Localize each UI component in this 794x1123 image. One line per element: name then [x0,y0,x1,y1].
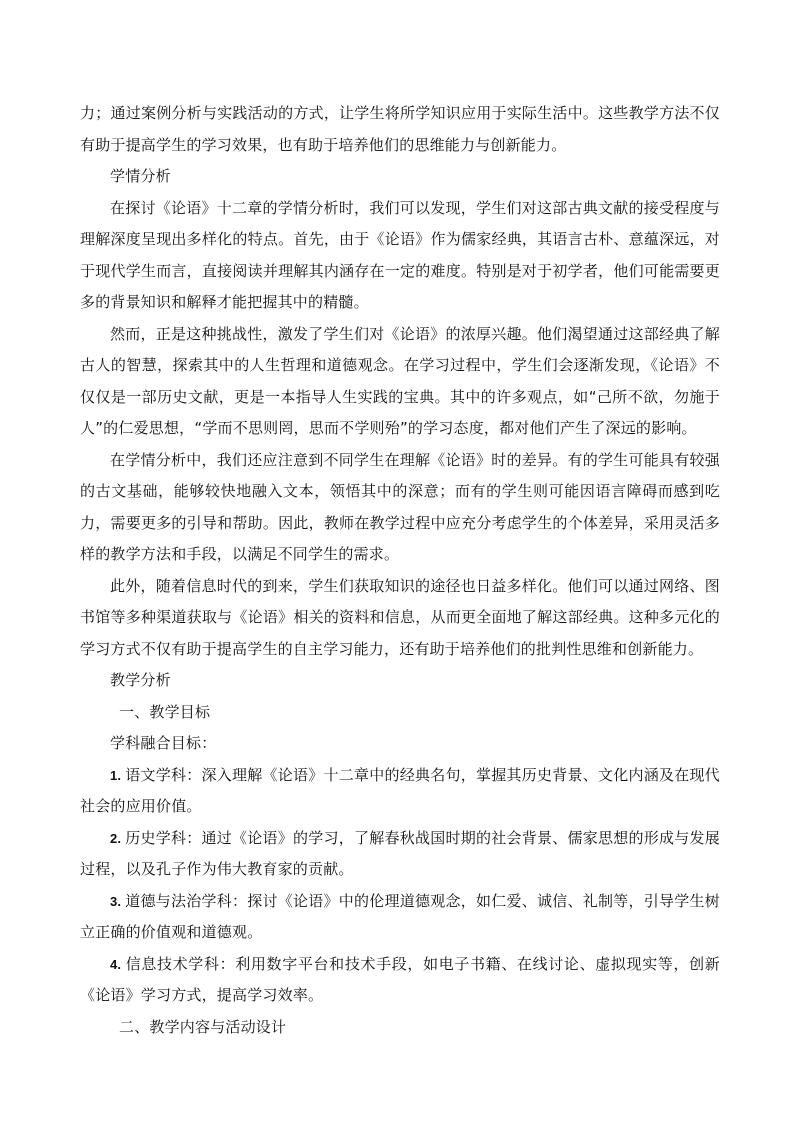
goal-item-number: 2. [110,830,122,846]
subheading-content-design: 二、教学内容与活动设计 [119,1017,287,1036]
subheading-teaching-goals: 一、教学目标 [119,702,211,721]
goal-item-3 [80,886,720,949]
student-analysis-paragraph-1: 在探讨《论语》十二章的学情分析时，我们可以发现，学生们对这部古典文献的接受程度与理解深度呈现出多样化的特点。首先，由于《论语》作为儒家经典，其语言古朴、意蕴深远，对于现代学生而言，直接阅读并理解其内涵存在一定的难度。特别是对于初学者，他们可能需要更多的背景知识和解释才能把握其中的精髓。 [80,198,720,311]
goal-item-text: 道德与法治学科：探讨《论语》中的伦理道德观念，如仁爱、诚信、礼制等，引导学生树立正确的价值观和道德观。 [80,891,720,941]
subheading-integration-goals: 学科融合目标： [110,734,217,752]
goal-item-text: 信息技术学科：利用数字平台和技术手段，如电子书籍、在线讨论、虚拟现实等，创新《论语》学习方式，提高学习效率。 [80,954,720,1004]
goal-item-2 [80,823,720,886]
goal-item-1 [80,760,720,823]
goal-item-4 [80,949,720,1012]
goal-item-number: 4. [110,956,122,972]
goal-item-text: 历史学科：通过《论语》的学习，了解春秋战国时期的社会背景、儒家思想的形成与发展过程，以及孔子作为伟大教育家的贡献。 [80,828,720,878]
goal-item-text: 语文学科：深入理解《论语》十二章中的经典名句，掌握其历史背景、文化内涵及在现代社会的应用价值。 [80,765,720,815]
continued-paragraph: 力；通过案例分析与实践活动的方式，让学生将所学知识应用于实际生活中。这些教学方法不仅有助于提高学生的学习效果，也有助于培养他们的思维能力与创新能力。 [80,104,720,154]
student-analysis-paragraph-3: 在学情分析中，我们还应注意到不同学生在理解《论语》时的差异。有的学生可能具有较强的古文基础，能够较快地融入文本，领悟其中的深意；而有的学生则可能因语言障碍而感到吃力，需要更多的引导和帮助。因此，教师在教学过程中应充分考虑学生的个体差异，采用灵活多样的教学方法和手段，以满足不同学生的需求。 [80,450,720,563]
section-heading-student-analysis: 学情分析 [110,167,171,185]
student-analysis-paragraph-2: 然而，正是这种挑战性，激发了学生们对《论语》的浓厚兴趣。他们渴望通过这部经典了解古人的智慧，探索其中的人生哲理和道德观念。在学习过程中，学生们会逐渐发现，《论语》不仅仅是一部历史文献，更是一本指导人生实践的宝典。其中的许多观点，如“己所不欲，勿施于人”的仁爱思想，“学而不思则罔，思而不学则殆”的学习态度，都对他们产生了深远的影响。 [80,324,720,437]
document-body [80,98,720,1043]
goal-item-number: 3. [110,893,122,909]
student-analysis-paragraph-4: 此外，随着信息时代的到来，学生们获取知识的途径也日益多样化。他们可以通过网络、图书馆等多种渠道获取与《论语》相关的资料和信息，从而更全面地了解这部经典。这种多元化的学习方式不仅有助于提高学生的自主学习能力，还有助于培养他们的批判性思维和创新能力。 [80,576,720,658]
goal-item-number: 1. [110,767,122,783]
section-heading-teaching-analysis: 教学分析 [110,671,171,689]
